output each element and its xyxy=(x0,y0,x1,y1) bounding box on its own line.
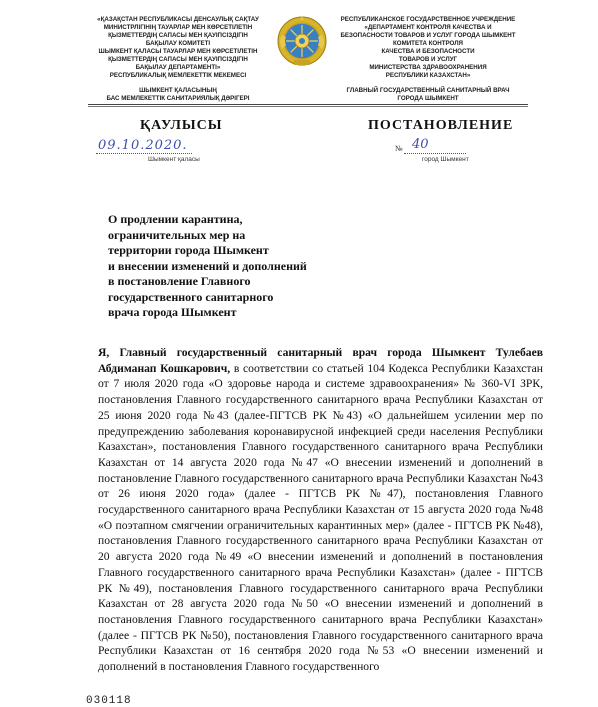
serial-number: 030118 xyxy=(86,695,132,707)
document-title-ru: ПОСТАНОВЛЕНИЕ xyxy=(368,118,514,133)
header-left-org xyxy=(78,16,278,80)
body-intro: Я, Главный государственный санитарный врач города Шымкент Тулебаев Абдиманап Кошкарович, xyxy=(98,346,543,375)
city-label-ru: город Шымкент xyxy=(422,156,469,163)
header-right xyxy=(328,16,528,103)
header-divider-thin xyxy=(88,106,528,107)
date-underline xyxy=(96,153,192,154)
document-body xyxy=(98,345,543,675)
header-left-line: ШЫМКЕНТ ҚАЛАСЫ ТАУАРЛАР МЕН КӨРСЕТІЛЕТІН xyxy=(98,48,258,55)
header-right-official xyxy=(328,87,528,103)
number-sign: № xyxy=(395,144,403,153)
subject-line: в постановление Главного xyxy=(108,274,251,288)
header-left-sub-line: ШЫМКЕНТ ҚАЛАСЫНЫҢ xyxy=(139,87,217,94)
header-left-line: РЕСПУБЛИКАЛЫҚ МЕМЛЕКЕТТІК МЕКЕМЕСІ xyxy=(109,72,247,79)
header-right-line: МИНИСТЕРСТВА ЗДРАВООХРАНЕНИЯ xyxy=(369,64,487,71)
header-right-line: КОМИТЕТА КОНТРОЛЯ xyxy=(392,40,463,47)
header-right-sub-line: ГЛАВНЫЙ ГОСУДАРСТВЕННЫЙ САНИТАРНЫЙ ВРАЧ xyxy=(346,87,510,94)
number-underline xyxy=(404,153,466,154)
handwritten-date: 09.10.2020. xyxy=(98,138,188,153)
header-right-line: «ДЕПАРТАМЕНТ КОНТРОЛЯ КАЧЕСТВА И xyxy=(364,24,492,31)
header-left-line: БАҚЫЛАУ КОМИТЕТІ xyxy=(145,40,211,47)
header-left-official xyxy=(78,87,278,103)
header-right-line: БЕЗОПАСНОСТИ ТОВАРОВ И УСЛУГ ГОРОДА ШЫМКЕНТ xyxy=(340,32,516,39)
header-left-line: МИНИСТРЛІГІНІҢ ТАУАРЛАР МЕН КӨРСЕТІЛЕТІН xyxy=(103,24,253,31)
kazakhstan-emblem-icon xyxy=(276,15,328,67)
body-paragraph: в соответствии со статьей 104 Кодекса Республики Казахстан от 7 июля 2020 года «О здоровье народа и системе здравоохранения» № 360-VI ЗРК, постановления Главного государственного санитарного врача Республики Казахстан от 25 июня 2020 года №43 (далее-ПГТСВ РК №43) «О дальнейшем усилении мер по предупреждению заболевания коронавирусной инфекцией среди населения Республики Казахстан», постановления Главного государственного санитарного врача Республики Казахстан от 14 августа 2020 года №47 «О внесении изменений и дополнений в постановление Главного государственного санитарного врача Республики Казахстан №43 от 26 июня 2020 года» (далее - ПГТСВ РК №47), постановления Главного государственного санитарного врача Республики Казахстан от 15 августа 2020 года №48 «О поэтапном смягчении ограничительных карантинных мер» (далее - ПГТСВ РК №48), постановления Главного государственного санитарного врача Республики Казахстан от 20 августа 2020 года №49 «О внесении изменений и дополнений в постановления Главного государственного санитарного врача Республики Казахстан» (далее - ПГТСВ РК №49), постановления Главного государственного санитарного врача Республики Казахстан от 28 августа 2020 года №50 «О внесении изменений и дополнений в постановления Главного государственного санитарного врача Республики Казахстан» (далее - ПГТСВ РК №50), постановления Главного государственного санитарного врача Республики Казахстан от 16 сентября 2020 года №53 «О внесении изменений и дополнений в постановления Главного государственного xyxy=(98,361,543,674)
subject-line: ограничительных мер на xyxy=(108,227,246,242)
subject-line: территории города Шымкент xyxy=(108,243,269,257)
subject-line: врача города Шымкент xyxy=(108,305,237,319)
header-left-line: ҚЫЗМЕТТЕРДІҢ САПАСЫ МЕН ҚАУІПСІЗДІГІН xyxy=(108,56,248,63)
subject-line: и внесении изменений и дополнений xyxy=(108,258,307,273)
city-label-kz: Шымкент қаласы xyxy=(148,156,200,163)
header-left-line: ҚЫЗМЕТТЕРДІҢ САПАСЫ МЕН ҚАУІПСІЗДІГІН xyxy=(108,32,248,39)
header-right-line: РЕСПУБЛИКАНСКОЕ ГОСУДАРСТВЕННОЕ УЧРЕЖДЕНИЕ xyxy=(340,16,516,23)
handwritten-number: 40 xyxy=(412,137,429,152)
header-divider xyxy=(88,104,528,105)
header-left-line: БАҚЫЛАУ ДЕПАРТАМЕНТІ» xyxy=(135,64,221,71)
subject-line: О продлении карантина, xyxy=(108,212,243,226)
subject-line: государственного санитарного xyxy=(108,289,274,304)
header-left-sub-line: БАС МЕМЛЕКЕТТІК САНИТАРИЯЛЫҚ ДӘРІГЕРІ xyxy=(106,95,250,102)
header-right-line: РЕСПУБЛИКИ КАЗАХСТАН» xyxy=(385,72,471,79)
document-subject xyxy=(108,212,338,321)
document-title-kz: ҚАУЛЫСЫ xyxy=(140,118,223,133)
header-right-sub-line: ГОРОДА ШЫМКЕНТ xyxy=(397,95,459,102)
header-right-line: КАЧЕСТВА И БЕЗОПАСНОСТИ xyxy=(381,48,475,55)
header-left xyxy=(78,16,278,103)
header-left-line: «ҚАЗАҚСТАН РЕСПУБЛИКАСЫ ДЕНСАУЛЫҚ САҚТАУ xyxy=(97,16,259,23)
header-right-line: ТОВАРОВ И УСЛУГ xyxy=(398,56,458,63)
header-right-org xyxy=(328,16,528,80)
